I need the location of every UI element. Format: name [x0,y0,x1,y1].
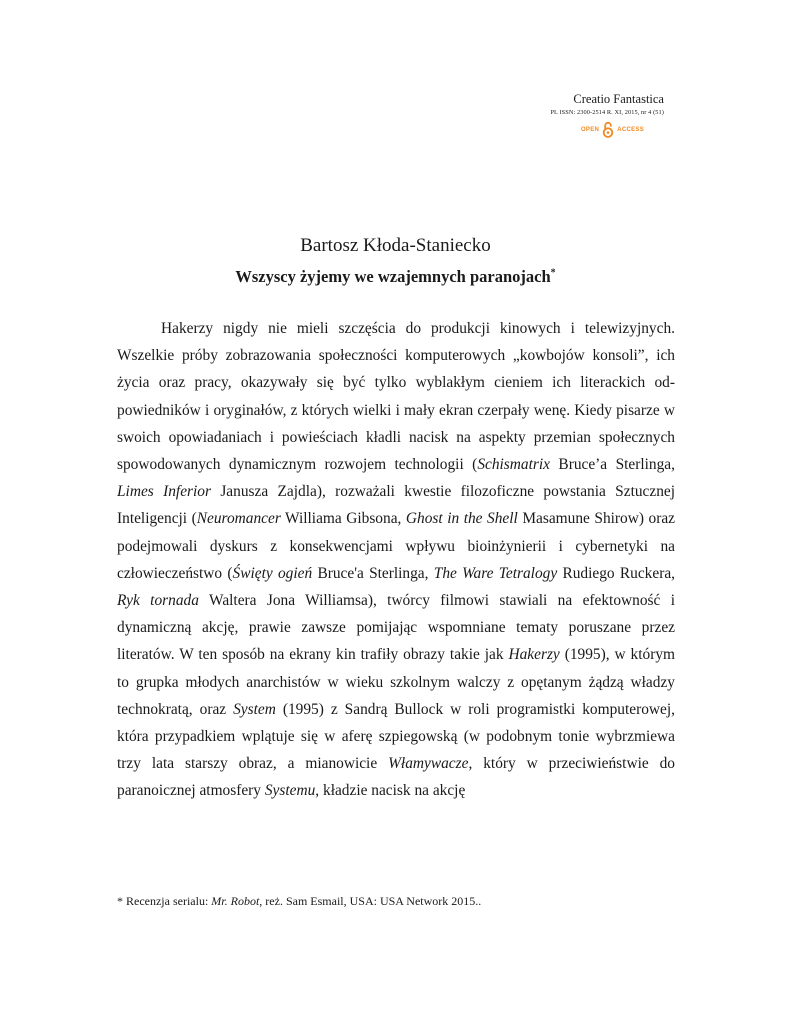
italic-title: Ryk tornada [117,592,199,610]
body-paragraph: Hakerzy nigdy nie mieli szczęścia do produkcji kinowych i telewizyjnych. Wszelkie próby zobrazowania społeczności komputerowych „kowbojów konsoli”, ich życia oraz pracy, okazywały się być tylko wyblakłym cieniem ich literackich odpowiedników i oryginałów, z których wielki i mały ekran czerpały wenę. Kiedy pisarze w swoich opowiadaniach i powieściach kładli nacisk na aspekty przemian społecznych spowodowanych dynamicznym rozwojem technologii (Schismatrix Bruce’a Sterlinga, Limes Inferior Janusza Zajdla), rozważali kwestie filozoficzne powstania Sztucznej Inteligencji (Neuromancer Williama Gibsona, Ghost in the Shell Masamune Shirow) oraz podejmowali dyskurs z konsekwencjami wpływu bioinżynierii i cybernetyki na człowieczeństwo (Święty ogień Bruce'a Sterlinga, The Ware Tetralogy Rudiego Ruckera, Ryk tornada Waltera Jona Williamsa), twórcy filmowi stawiali na efektowność i dynamiczną akcję, prawie zawsze pomijając wspomniane tematy poruszane przez literatów. W ten sposób na ekrany kin trafiły obrazy takie jak Hakerzy (1995), w którym to grupka młodych anarchistów w wieku szkolnym walczy z opętanym żądzą władzy technokratą, oraz System (1995) z Sandrą Bullock w roli programistki komputerowej, która przypadkiem wplątuje się w aferę szpiegowską (w podobnym tonie wybrzmiewa trzy lata starszy obraz, a mianowicie Włamywacze, który w przeciwieństwie do paranoicznej atmosfery Systemu, kładzie nacisk na akcję [117,320,676,800]
open-label: OPEN [580,126,600,133]
italic-title: Limes Inferior [117,483,211,501]
article-author: Bartosz Kłoda-Staniecko [300,235,491,256]
open-access-lock-icon [602,121,614,138]
title-text: Wszyscy żyjemy we wzajemnych paranojach [235,267,551,286]
title-footnote-marker: * [550,267,556,279]
open-access-badge [550,121,644,138]
italic-title: Neuromancer [196,510,281,528]
journal-header [550,92,664,138]
italic-title: Włamywacze [388,755,469,773]
footnote: * Recenzja serialu: Mr. Robot, reż. Sam Esmail, USA: USA Network 2015.. [117,894,482,908]
italic-title: System [233,700,276,718]
italic-title: Systemu [264,782,316,800]
italic-title: Ghost in the Shell [405,510,518,528]
footnote-italic: Mr. Robot [211,894,260,908]
italic-title: Schismatrix [477,456,550,474]
issn-line: PL ISSN: 2300-2514 R. XI, 2015, nr 4 (51) [550,109,664,116]
italic-title: The Ware Tetralogy [433,564,558,582]
journal-name: Creatio Fantastica [573,92,664,106]
article-title [0,266,791,288]
italic-title: Święty ogień [232,564,313,582]
italic-title: Hakerzy [508,646,560,664]
access-label: ACCESS [617,126,644,133]
